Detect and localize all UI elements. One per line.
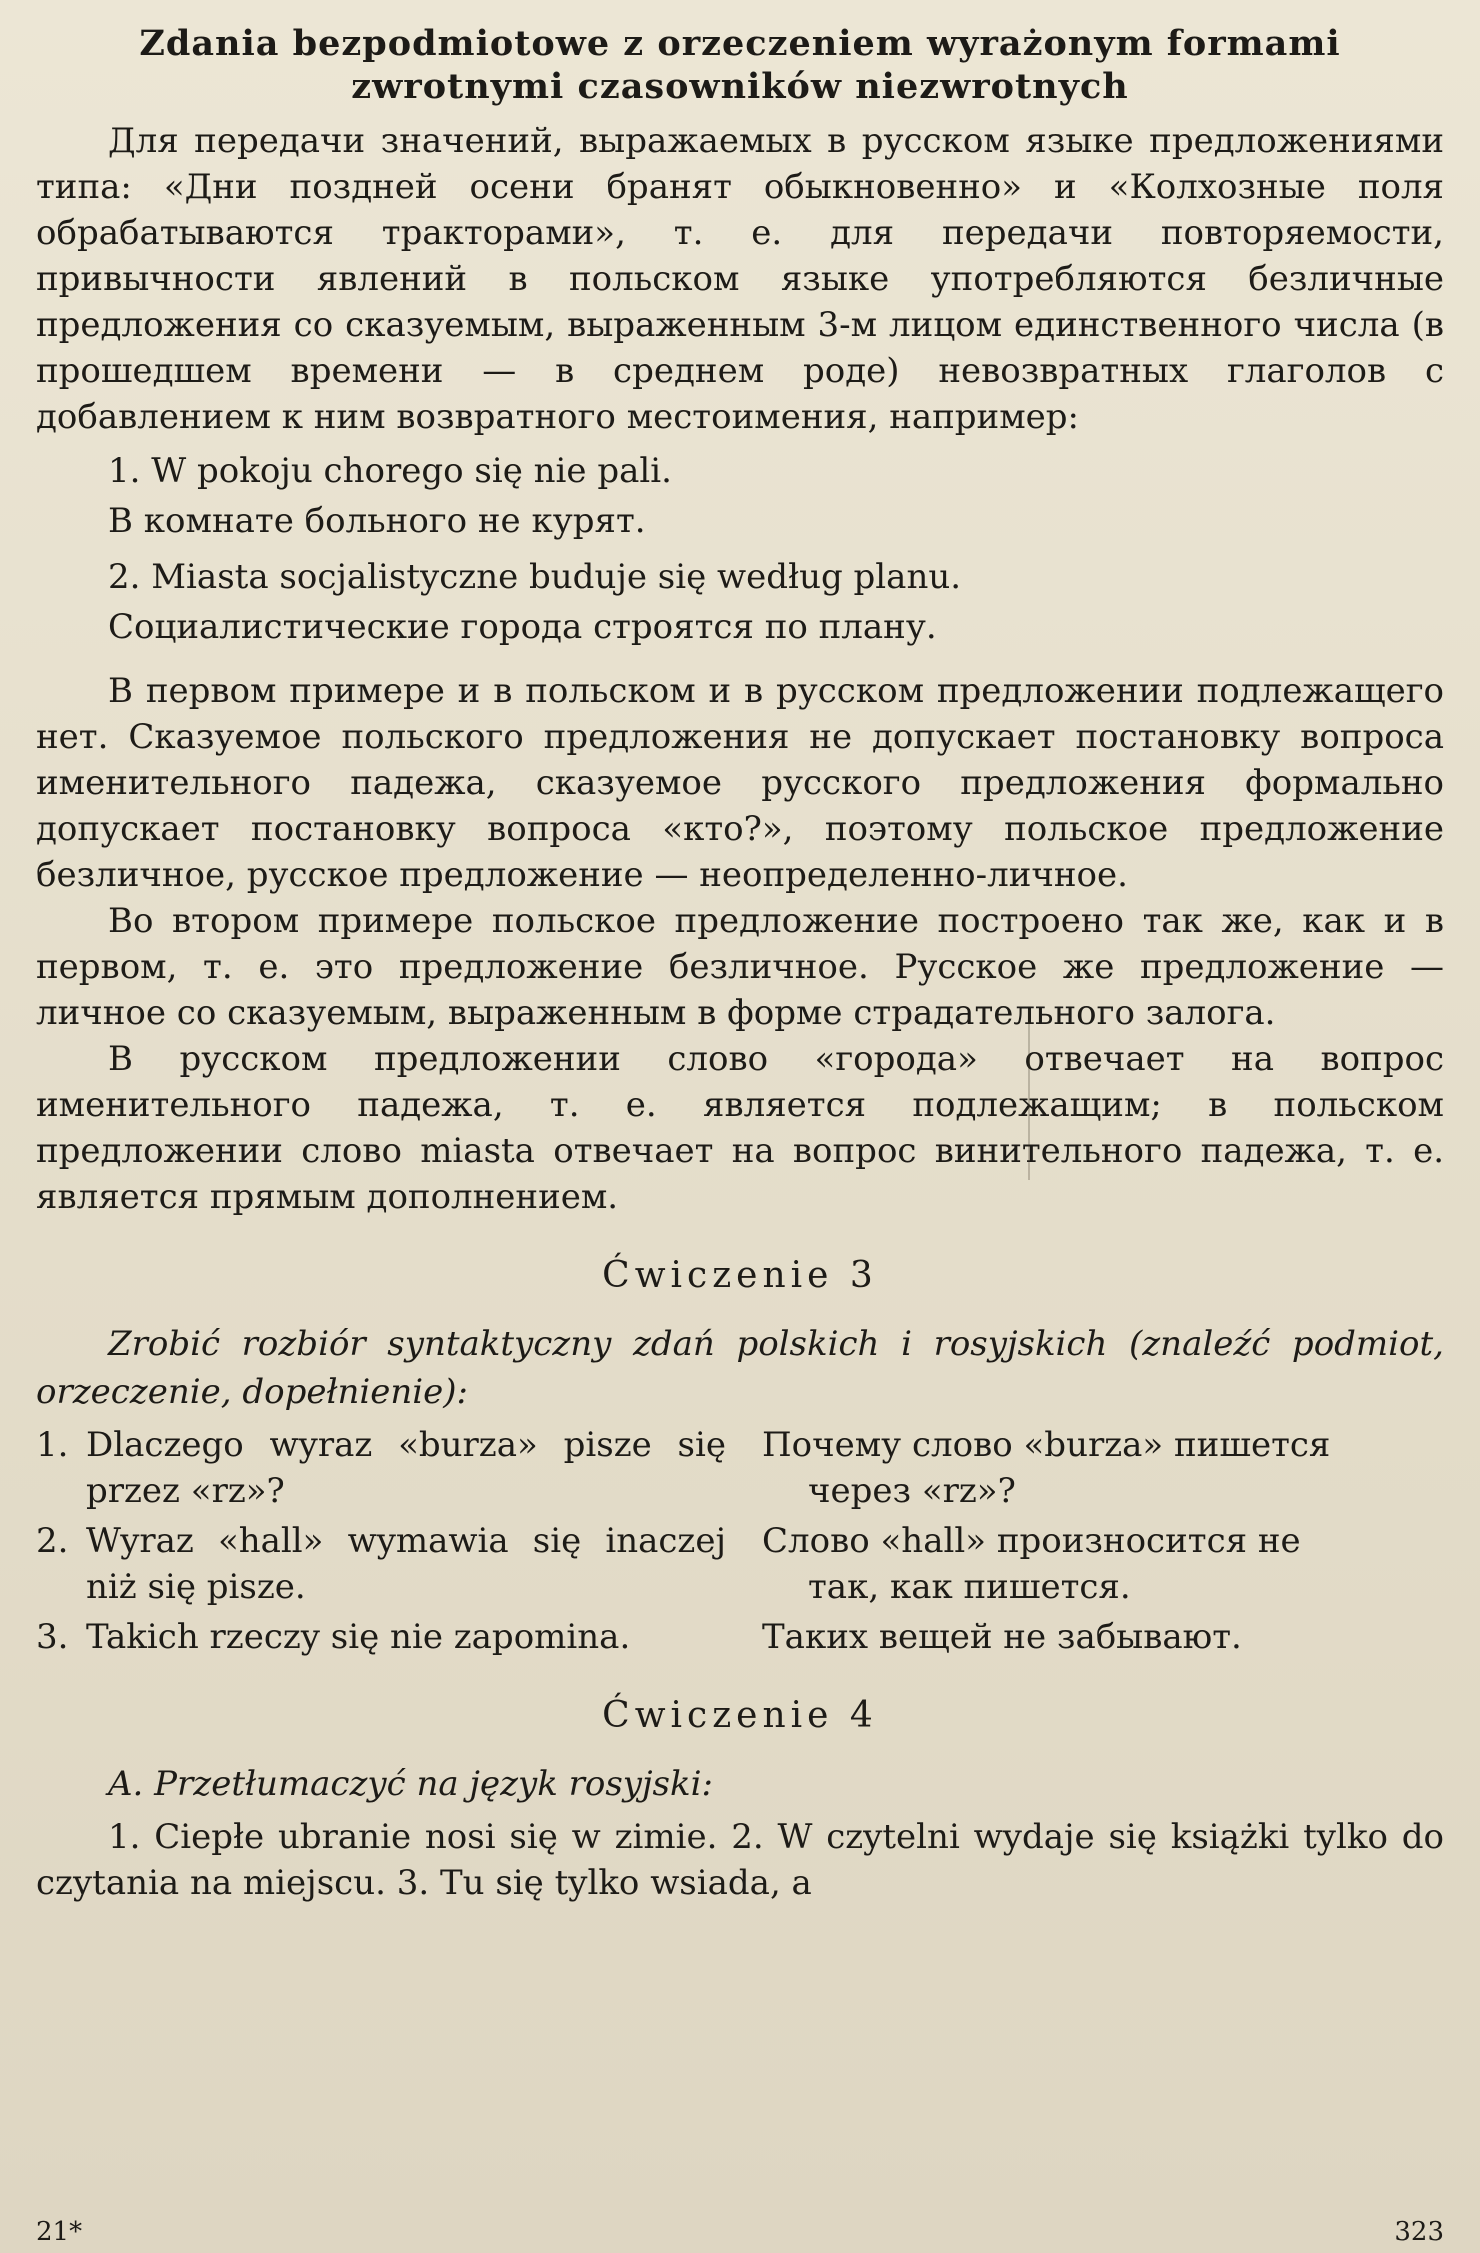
page-number: 323: [1394, 2217, 1444, 2247]
item-number: 1.: [36, 1425, 69, 1465]
printer-signature: 21*: [36, 2217, 83, 2247]
paper-fold-mark: [1028, 1010, 1030, 1180]
intro-paragraph: Для передачи значений, выражаемых в русском языке предложениями типа: «Дни поздней осени бранят обыкновенно» и «Колхозные поля обрабатываются тракторами», т. е. для передачи повторяемости, привычности явлений в польском языке употребляются безличные предложения со сказуемым, выраженным 3-м лицом единственного числа (в прошедшем времени — в среднем роде) невозвратных глаголов с добавлением к ним возвратного местоимения, например:: [36, 121, 1444, 437]
section-title: [36, 22, 1444, 108]
explanation-paragraph-2: Во втором примере польское предложение построено так же, как и в первом, т. е. это предложение безличное. Русское же предложение — личное со сказуемым, выраженным в форме страдательного залога.: [36, 901, 1444, 1033]
example-2-polish: 2. Miasta socjalistyczne buduje się według planu.: [108, 557, 962, 597]
item-number: 3.: [36, 1617, 69, 1657]
example-2: [36, 552, 1444, 652]
russian-sentence-line-1: Почему слово «burza» пишется: [762, 1425, 1331, 1465]
exercise-3-item-2: [36, 1518, 1444, 1610]
exercise-3-task: Zrobić rozbiór syntaktyczny zdań polskich i rosyjskich (znaleźć podmiot, orzeczenie, dopełnienie):: [36, 1324, 1444, 1412]
russian-sentence-line-2: через «rz»?: [808, 1471, 1016, 1511]
item-number: 2.: [36, 1521, 69, 1561]
exercise-3-heading: Ćwiczenie 3: [602, 1255, 878, 1296]
page-footer: [36, 2217, 1444, 2247]
example-1-polish: 1. W pokoju chorego się nie pali.: [108, 451, 672, 491]
exercise-4-task: A. Przetłumaczyć na język rosyjski:: [108, 1764, 713, 1804]
example-2-russian: Социалистические города строятся по плану.: [108, 607, 937, 647]
polish-sentence: Takich rzeczy się nie zapomina.: [86, 1617, 631, 1657]
exercise-4-text: 1. Ciepłe ubranie nosi się w zimie. 2. W czytelni wydaje się książki tylko do czytania na miejscu. 3. Tu się tylko wsiada, a: [36, 1817, 1444, 1903]
explanation-paragraph-3: В русском предложении слово «города» отвечает на вопрос именительного падежа, т. е. является подлежащим; в польском предложении слово miasta отвечает на вопрос винительного падежа, т. е. является прямым дополнением.: [36, 1039, 1444, 1217]
exercise-3-item-3: [36, 1614, 1444, 1660]
polish-sentence: Wyraz «hall» wymawia się inaczej niż się pisze.: [86, 1521, 726, 1607]
section-title-line-2: zwrotnymi czasowników niezwrotnych: [351, 66, 1129, 107]
polish-sentence: Dlaczego wyraz «burza» pisze się przez «rz»?: [86, 1425, 726, 1511]
example-1-russian: В комнате больного не курят.: [108, 501, 646, 541]
section-title-line-1: Zdania bezpodmiotowe z orzeczeniem wyrażonym formami: [139, 23, 1341, 64]
russian-sentence-line-1: Слово «hall» произносится не: [762, 1521, 1301, 1561]
explanation-paragraph-1: В первом примере и в польском и в русском предложении подлежащего нет. Сказуемое польского предложения не допускает постановку вопроса именительного падежа, сказуемое русского предложения формально допускает постановку вопроса «кто?», поэтому польское предложение безличное, русское предложение — неопределенно-личное.: [36, 671, 1444, 895]
example-1: [36, 446, 1444, 546]
russian-sentence-line-1: Таких вещей не забывают.: [762, 1617, 1242, 1657]
russian-sentence-line-2: так, как пишется.: [808, 1567, 1131, 1607]
exercise-4-heading: Ćwiczenie 4: [602, 1695, 878, 1736]
exercise-3-item-1: [36, 1422, 1444, 1514]
